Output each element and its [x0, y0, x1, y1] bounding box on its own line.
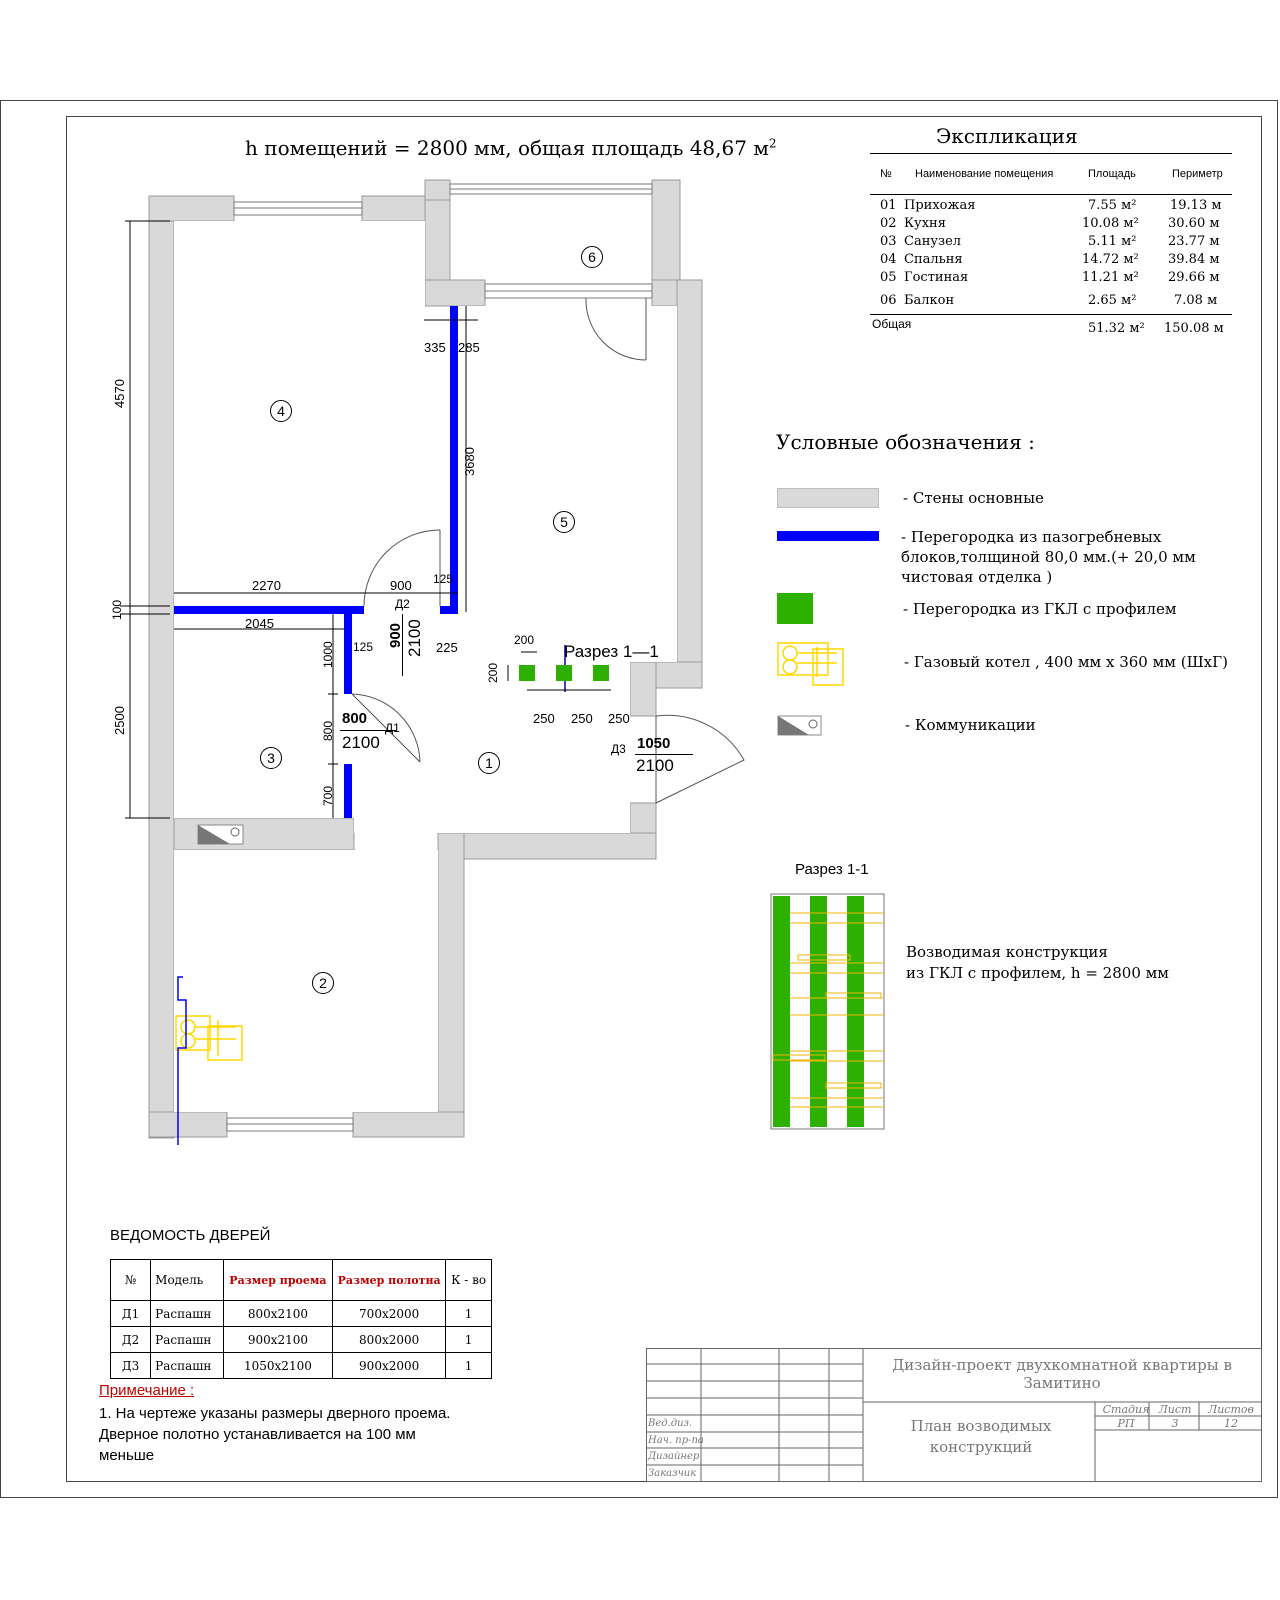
- row-perimeter: 39.84 м: [1168, 252, 1220, 267]
- row-perimeter: 30.60 м: [1168, 216, 1220, 231]
- dim-225: 225: [436, 640, 458, 655]
- total-area: 51.32 м²: [1088, 321, 1145, 336]
- doors-table-title: ВЕДОМОСТЬ ДВЕРЕЙ: [110, 1227, 271, 1244]
- dim-250-b: 250: [571, 711, 593, 726]
- row-name: Кухня: [904, 216, 946, 231]
- note-line-1: 1. На чертеже указаны размеры дверного проема.: [99, 1405, 451, 1422]
- room-number-2: 2: [312, 972, 334, 994]
- row-no: 02: [880, 216, 897, 231]
- dim-2270: 2270: [252, 578, 281, 593]
- door-d1-width: 800: [342, 710, 368, 727]
- row-area: 11.21 м²: [1082, 270, 1139, 285]
- section-desc-1: Возводимая конструкция: [906, 943, 1108, 961]
- section-mark-label: Разрез 1—1: [564, 642, 659, 661]
- door-d2-width: 900: [387, 622, 404, 648]
- th-no: №: [111, 1260, 151, 1301]
- legend-text-communications: - Коммуникации: [905, 716, 1036, 734]
- legend-text-boiler: - Газовый котел , 400 мм х 360 мм (ШхГ): [904, 653, 1228, 671]
- stamp-role-3: Дизайнер: [648, 1451, 700, 1462]
- note-body: [99, 1403, 450, 1466]
- wall-hall-bottom: [438, 833, 656, 859]
- col-perimeter: Периметр: [1172, 168, 1223, 180]
- wall-right-living: [677, 280, 702, 688]
- door-d1-height: 2100: [342, 733, 380, 752]
- page-title-text: h помещений = 2800 мм, общая площадь 48,67 м: [245, 136, 769, 160]
- wall-top-left: [149, 196, 234, 221]
- row-perimeter: 23.77 м: [1168, 234, 1220, 249]
- dim-200-v: 200: [486, 662, 500, 683]
- cell: 1: [446, 1353, 492, 1379]
- stamp-sheet-title-1: План возводимых: [910, 1417, 1052, 1435]
- dim-2045: 2045: [245, 616, 274, 631]
- stamp-sheet: 3: [1171, 1417, 1179, 1430]
- row-no: 01: [880, 198, 897, 213]
- legend-title: Условные обозначения :: [776, 430, 1035, 454]
- dim-335: 335: [424, 340, 446, 355]
- wall-entry-jamb-top: [630, 662, 656, 716]
- cell: 1: [446, 1301, 492, 1327]
- cell: Д1: [111, 1301, 151, 1327]
- door-d3-width: 1050: [637, 735, 671, 752]
- room-number-1: 1: [478, 752, 500, 774]
- cell: Распашн: [151, 1327, 224, 1353]
- door-d3-label: Д3: [611, 742, 626, 756]
- wall-left: [149, 196, 174, 1138]
- stamp-sheet-title: [866, 1416, 1096, 1458]
- row-area: 2.65 м²: [1088, 293, 1137, 308]
- stamp-project: [872, 1356, 1252, 1392]
- explication-title: Экспликация: [936, 124, 1078, 148]
- table-row: [111, 1301, 492, 1327]
- cell: Д2: [111, 1327, 151, 1353]
- row-name: Балкон: [904, 293, 955, 308]
- row-name: Санузел: [904, 234, 962, 249]
- row-area: 5.11 м²: [1088, 234, 1137, 249]
- row-name: Гостиная: [904, 270, 969, 285]
- stamp-sheet-title-2: конструкций: [929, 1438, 1033, 1456]
- th-qty: К - во: [446, 1260, 492, 1301]
- th-model: Модель: [151, 1260, 224, 1301]
- stamp-role-4: Заказчик: [648, 1468, 697, 1479]
- table-row: [111, 1327, 492, 1353]
- stamp-sheets: 12: [1224, 1417, 1238, 1430]
- legend-text-walls: - Стены основные: [903, 489, 1044, 507]
- room-number-4: 4: [270, 400, 292, 422]
- wall-kitchen-right: [438, 833, 464, 1137]
- dim-700: 700: [321, 785, 335, 806]
- stamp-sheet-label: Лист: [1158, 1403, 1192, 1416]
- section-desc-2: из ГКЛ с профилем, h = 2800 мм: [906, 964, 1169, 982]
- cell: 1050х2100: [223, 1353, 332, 1379]
- doors-table-header: [111, 1260, 492, 1301]
- dim-125-bottom: 125: [353, 640, 374, 654]
- cell: Распашн: [151, 1301, 224, 1327]
- table-row: [111, 1353, 492, 1379]
- total-perimeter: 150.08 м: [1164, 321, 1224, 336]
- row-no: 05: [880, 270, 897, 285]
- door-d3-height: 2100: [636, 756, 674, 775]
- door-d2-height: 2100: [405, 619, 424, 657]
- dim-200-h: 200: [514, 633, 535, 647]
- col-no: №: [880, 168, 892, 180]
- cell: 900х2000: [333, 1353, 446, 1379]
- row-name: Спальня: [904, 252, 963, 267]
- cell: 900х2100: [223, 1327, 332, 1353]
- dim-125-top: 125: [433, 572, 454, 586]
- row-perimeter: 7.08 м: [1174, 293, 1218, 308]
- row-perimeter: 19.13 м: [1170, 198, 1222, 213]
- section-title: Разрез 1-1: [795, 861, 869, 878]
- th-opening: Размер проема: [223, 1260, 332, 1301]
- room-number-3: 3: [260, 747, 282, 769]
- cell: 1: [446, 1327, 492, 1353]
- stamp-stage-label: Стадия: [1102, 1403, 1150, 1416]
- dim-1000: 1000: [321, 641, 335, 668]
- col-name: Наименование помещения: [915, 168, 1054, 180]
- dim-100: 100: [110, 599, 124, 620]
- note-title: Примечание :: [99, 1382, 195, 1399]
- dim-3680: 3680: [462, 447, 477, 476]
- room-number-6: 6: [581, 246, 603, 268]
- wall-balcony-left: [425, 180, 450, 200]
- wall-step-horizontal: [425, 280, 485, 306]
- row-no: 06: [880, 293, 897, 308]
- stamp-sheets-label: Листов: [1208, 1403, 1254, 1416]
- room-number-5: 5: [553, 511, 575, 533]
- door-d2-label: Д2: [395, 597, 410, 611]
- row-area: 10.08 м²: [1082, 216, 1139, 231]
- stamp-role-1: Вед.диз.: [648, 1418, 693, 1429]
- dim-250-a: 250: [533, 711, 555, 726]
- dim-285: 285: [458, 340, 480, 355]
- dim-2500: 2500: [112, 706, 127, 735]
- row-name: Прихожая: [904, 198, 976, 213]
- dim-4570: 4570: [112, 379, 127, 408]
- wall-bottom-right: [353, 1112, 464, 1137]
- cell: 700х2000: [333, 1301, 446, 1327]
- door-d3-divider: [635, 754, 693, 755]
- legend-text-partition-blocks: - Перегородка из пазогребневых блоков,толщиной 80,0 мм.(+ 20,0 мм чистовая отделка ): [901, 528, 1196, 586]
- dim-250-c: 250: [608, 711, 630, 726]
- door-d1-divider: [340, 730, 396, 731]
- stamp-role-2: Нач. пр-па: [648, 1435, 704, 1446]
- wall-balcony-right: [652, 180, 680, 280]
- door-d1-label: Д1: [385, 721, 400, 735]
- note-line-3: меньше: [99, 1447, 155, 1464]
- stamp-stage: РП: [1117, 1417, 1135, 1430]
- row-area: 7.55 м²: [1088, 198, 1137, 213]
- stamp-project-line-2: Замитино: [1023, 1374, 1101, 1392]
- page-title-sup: 2: [768, 136, 777, 151]
- door-d2-divider: [402, 614, 403, 676]
- row-no: 04: [880, 252, 897, 267]
- stamp-project-line-1: Дизайн-проект двухкомнатной квартиры в: [892, 1356, 1232, 1374]
- doors-table: [110, 1259, 492, 1379]
- dim-800: 800: [321, 720, 335, 741]
- wall-bottom-left: [149, 1112, 227, 1137]
- row-no: 03: [880, 234, 897, 249]
- th-leaf: Размер полотна: [333, 1260, 446, 1301]
- dim-900: 900: [390, 578, 412, 593]
- note-line-2: Дверное полотно устанавливается на 100 мм: [99, 1426, 416, 1443]
- total-label: Общая: [872, 317, 912, 331]
- legend-text-gkl: - Перегородка из ГКЛ с профилем: [903, 600, 1177, 618]
- cell: Д3: [111, 1353, 151, 1379]
- cell: 800х2100: [223, 1301, 332, 1327]
- cell: 800х2000: [333, 1327, 446, 1353]
- col-area: Площадь: [1088, 168, 1136, 180]
- row-area: 14.72 м²: [1082, 252, 1139, 267]
- cell: Распашн: [151, 1353, 224, 1379]
- row-perimeter: 29.66 м: [1168, 270, 1220, 285]
